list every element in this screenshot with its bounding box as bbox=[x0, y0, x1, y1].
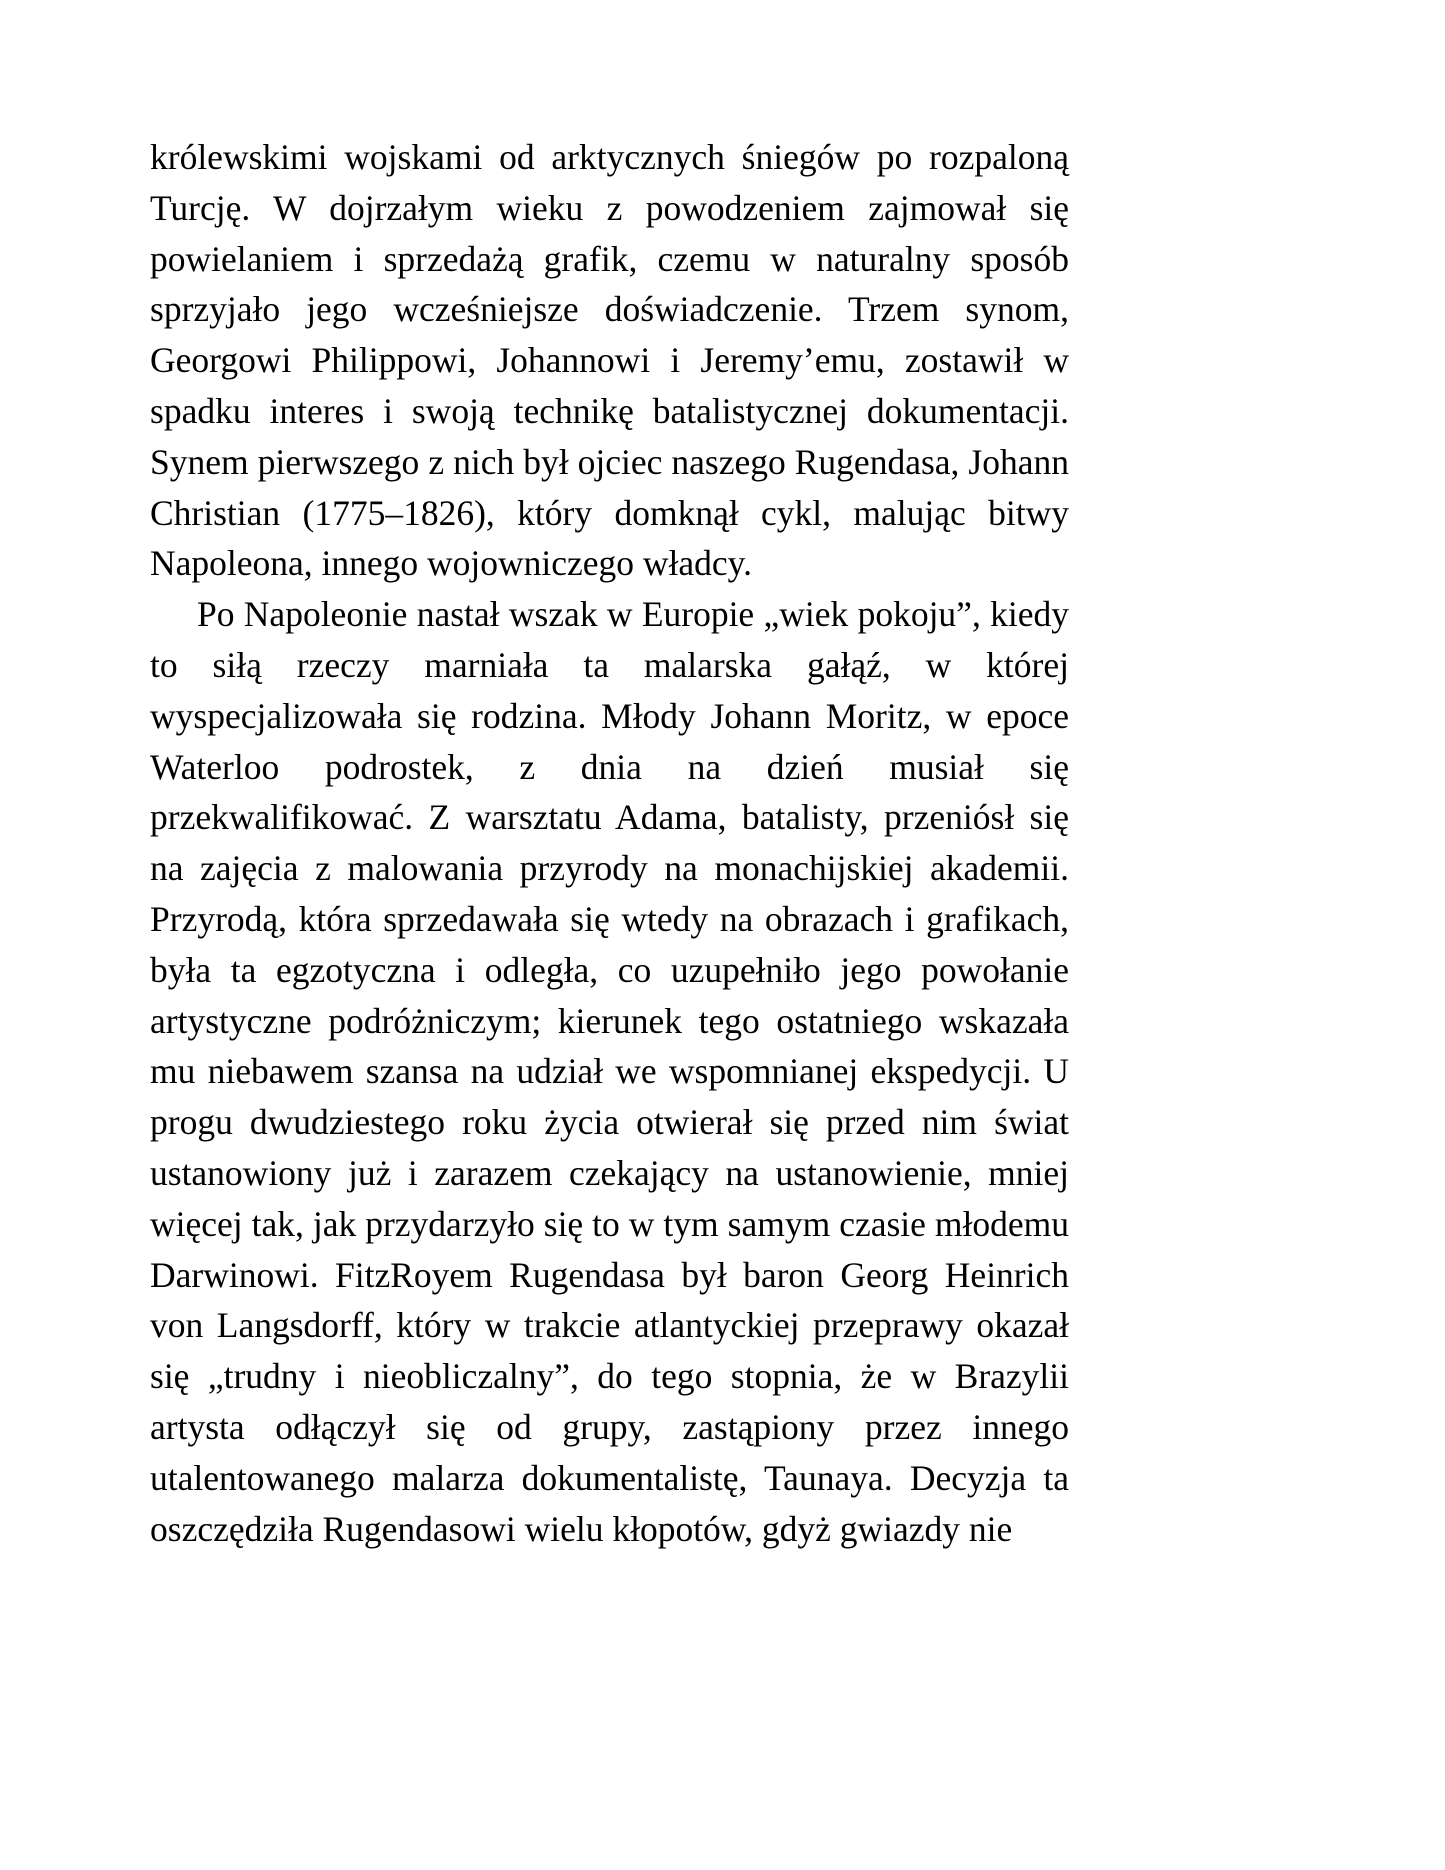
paragraph-2: Po Napoleonie nastał wszak w Europie „wiek pokoju”, kiedy to siłą rzeczy marniała ta malarska gałąź, w której wyspecjalizowała się rodzina. Młody Johann Moritz, w epoce Waterloo podrostek, z dnia na dzień musiał się przekwalifikować. Z warsztatu Adama, batalisty, przeniósł się na zajęcia z malowania przyrody na monachijskiej akademii. Przyrodą, która sprzedawała się wtedy na obrazach i grafikach, była ta egzotyczna i odległa, co uzupełniło jego powołanie artystyczne podróżniczym; kierunek tego ostatniego wskazała mu niebawem szansa na udział we wspomnianej ekspedycji. U progu dwudziestego roku życia otwierał się przed nim świat ustanowiony już i zarazem czekający na ustanowienie, mniej więcej tak, jak przydarzyło się to w tym samym czasie młodemu Darwinowi. FitzRoyem Rugendasa był baron Georg Heinrich von Langsdorff, który w trakcie atlantyckiej przeprawy okazał się „trudny i nieobliczalny”, do tego stopnia, że w Brazylii artysta odłączył się od grupy, zastąpiony przez innego utalentowanego malarza dokumentalistę, Taunaya. Decyzja ta oszczędziła Rugendasowi wielu kłopotów, gdyż gwiazdy nie bbox=[150, 594, 1069, 1549]
paragraph-1: królewskimi wojskami od arktycznych śniegów po rozpaloną Turcję. W dojrzałym wieku z powodzeniem zajmował się powielaniem i sprzedażą grafik, czemu w naturalny sposób sprzyjało jego wcześniejsze doświadczenie. Trzem synom, Georgowi Philippowi, Johannowi i Jeremy’emu, zostawił w spadku interes i swoją technikę batalistycznej dokumentacji. Synem pierwszego z nich był ojciec naszego Rugendasa, Johann Christian (1775–1826), który domknął cykl, malując bitwy Napoleona, innego wojowniczego władcy. bbox=[150, 137, 1069, 584]
body-text-column bbox=[150, 132, 1069, 1554]
